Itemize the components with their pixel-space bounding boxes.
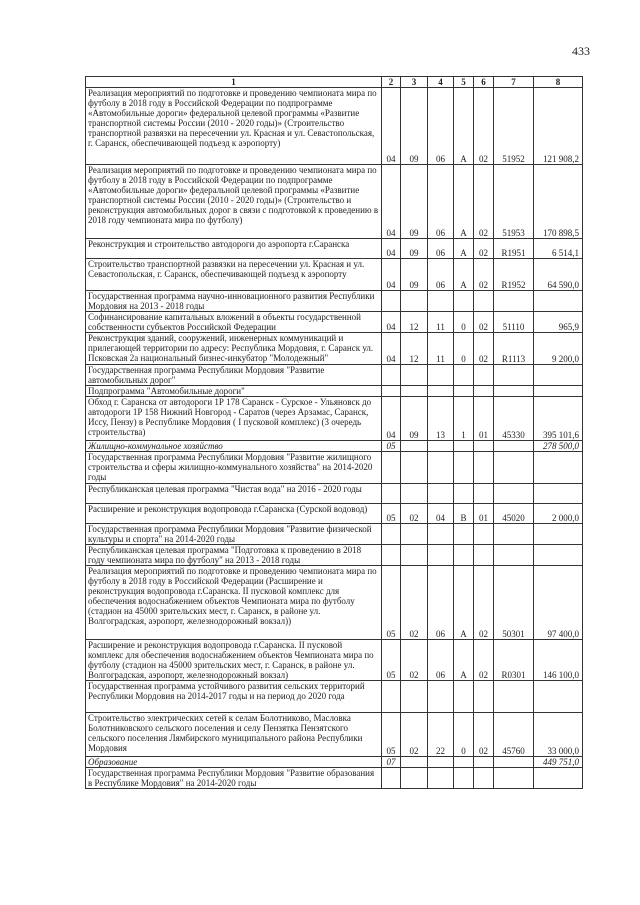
row-code-cell [474,452,494,484]
row-code-cell: 06 [428,239,454,259]
row-code-cell [428,365,454,386]
row-code-cell: 05 [382,441,401,452]
row-code-cell: 06 [428,640,454,681]
row-code-cell [454,524,474,545]
row-code-cell: 45020 [494,504,534,524]
row-code-cell [401,291,428,312]
row-code-cell [494,545,534,566]
row-code-cell: 01 [474,504,494,524]
table-row [86,524,583,545]
row-code-cell: А [454,259,474,291]
row-code-cell: 06 [428,566,454,640]
row-description: Государственная программа Республики Мордовия "Развитие жилищного строительства и сферы жилищно-коммунального хозяйства" на 2014-2020 годы [86,452,382,484]
row-code-cell: 0 [454,312,474,333]
row-code-cell [401,365,428,386]
row-code-cell [401,484,428,504]
row-code-cell [401,757,428,768]
row-description: Подпрограмма "Автомобильные дороги" [86,386,382,397]
row-description: Строительство транспортной развязки на пересечении ул. Красная и ул. Севастопольская, г. Саранск, обеспечивающей подъезд к аэропорту [86,259,382,291]
table-row [86,768,583,789]
row-code-cell: 04 [428,504,454,524]
row-code-cell: 02 [474,239,494,259]
row-code-cell [474,545,494,566]
table-row [86,312,583,333]
row-code-cell: В [454,504,474,524]
row-code-cell [534,291,583,312]
table-row [86,713,583,757]
header-cell: 2 [382,77,401,88]
table-row [86,640,583,681]
row-code-cell [428,768,454,789]
row-code-cell [534,524,583,545]
row-code-cell [428,545,454,566]
row-code-cell: 45760 [494,713,534,757]
row-code-cell [401,452,428,484]
row-code-cell: R1951 [494,239,534,259]
table-row [86,259,583,291]
row-code-cell: 45330 [494,397,534,441]
row-code-cell: 09 [401,165,428,239]
table-row [86,386,583,397]
row-code-cell [474,768,494,789]
row-code-cell: 170 898,5 [534,165,583,239]
row-code-cell [534,681,583,713]
row-code-cell [382,386,401,397]
header-cell: 1 [86,77,382,88]
row-code-cell: 02 [474,312,494,333]
table-row [86,757,583,768]
row-code-cell [428,484,454,504]
row-code-cell: 02 [474,165,494,239]
row-code-cell: 04 [382,312,401,333]
table-row [86,545,583,566]
header-cell: 7 [494,77,534,88]
row-code-cell: 0 [454,333,474,365]
row-code-cell: 04 [382,333,401,365]
row-code-cell [428,386,454,397]
row-code-cell: 02 [474,640,494,681]
row-code-cell [474,681,494,713]
header-cell: 5 [454,77,474,88]
row-code-cell: А [454,88,474,165]
row-description: Республиканская целевая программа "Подготовка к проведению в 2018 году чемпионата мира по футболу" на 2013 - 2018 годы [86,545,382,566]
row-code-cell: 395 101,6 [534,397,583,441]
table-row [86,333,583,365]
budget-table [85,76,583,789]
row-code-cell [382,768,401,789]
row-code-cell [428,524,454,545]
row-description: Обход г. Саранска от автодороги 1Р 178 Саранск - Сурское - Ульяновск до автодороги 1Р 158 Нижний Новгород - Саратов (через Арзамас, Саранск, Иссу, Пензу) в Республике Мордовия ( I пусковой комплекс) (3 очередь строительства) [86,397,382,441]
row-description: Республиканская целевая программа "Чистая вода" на 2016 - 2020 годы [86,484,382,504]
row-code-cell [534,768,583,789]
row-code-cell [534,365,583,386]
row-code-cell: 04 [382,165,401,239]
row-code-cell: 0 [454,713,474,757]
row-code-cell [494,757,534,768]
row-code-cell: 07 [382,757,401,768]
row-code-cell [494,452,534,484]
row-code-cell [382,681,401,713]
row-code-cell: А [454,566,474,640]
row-code-cell [474,524,494,545]
row-code-cell: 11 [428,333,454,365]
row-code-cell: 51952 [494,88,534,165]
row-code-cell: 02 [474,88,494,165]
row-code-cell [401,681,428,713]
row-code-cell [534,386,583,397]
row-code-cell: 05 [382,640,401,681]
table-row [86,291,583,312]
row-code-cell: 51953 [494,165,534,239]
row-description: Расширение и реконструкция водопровода г.Саранска. II пусковой комплекс для обеспечения водоснабжением объектов Чемпионата мира по футболу (стадион на 45000 зрительских мест, г. Саранск, в районе ул. Волгоградская, аэропорт, железнодорожный вокзал) [86,640,382,681]
row-code-cell [494,484,534,504]
row-code-cell: R0301 [494,640,534,681]
row-code-cell: 51110 [494,312,534,333]
row-description: Реконструкция зданий, сооружений, инженерных коммуникаций и прилегающей территории по адресу: Республика Мордовия, г. Саранск ул. Псковская 2а национальный бизнес-инкубатор "Молодежный" [86,333,382,365]
row-code-cell: 97 400,0 [534,566,583,640]
row-code-cell: 6 514,1 [534,239,583,259]
row-description: Реализация мероприятий по подготовке и проведению чемпионата мира по футболу в 2018 году в Российской Федерации по подпрограмме «Автомобильные дороги» федеральной целевой программы «Развитие транспортной системы России (2010 - 2020 годы)» (Строительство и реконструкция автомобильных дорог в связи с подготовкой к проведению в 2018 году чемпионата мира по футболу) [86,165,382,239]
row-description: Государственная программа Республики Мордовия "Развитие образования в Республике Мордовия" на 2014-2020 годы [86,768,382,789]
page-number: 433 [572,44,590,58]
row-code-cell [454,291,474,312]
row-code-cell [494,291,534,312]
row-description: Строительство электрических сетей к селам Болотниково, Масловка Болотниковского сельского поселения и селу Пензятка Пензятского сельского поселения Лямбирского муниципального района Республики Мордовия [86,713,382,757]
row-code-cell [534,484,583,504]
row-code-cell: 06 [428,88,454,165]
row-code-cell: А [454,640,474,681]
row-code-cell [474,757,494,768]
table-row [86,484,583,504]
row-code-cell: А [454,239,474,259]
row-description: Государственная программа Республики Мордовия "Развитие физической культуры и спорта" на 2014-2020 годы [86,524,382,545]
row-code-cell: 09 [401,259,428,291]
row-code-cell: 64 590,0 [534,259,583,291]
row-code-cell [401,386,428,397]
row-description: Государственная программа устойчивого развития сельских территорий Республики Мордовия на 2014-2017 годы и на период до 2020 года [86,681,382,713]
row-code-cell [534,545,583,566]
row-code-cell: 02 [474,333,494,365]
row-code-cell [454,757,474,768]
row-code-cell: 965,9 [534,312,583,333]
row-code-cell [454,452,474,484]
row-code-cell: 02 [401,713,428,757]
row-code-cell: 02 [401,566,428,640]
row-code-cell [454,484,474,504]
row-code-cell: 02 [474,566,494,640]
row-description: Образование [86,757,382,768]
row-code-cell [474,386,494,397]
row-description: Реализация мероприятий по подготовке и проведению чемпионата мира по футболу в 2018 году в Российской Федерации по подпрограмме «Автомобильные дороги» федеральной целевой программы «Развитие транспортной системы России (2010 - 2020 годы)» (Строительство транспортной развязки на пересечении ул. Красная и ул. Севастопольская, г. Саранск, обеспечивающей подъезд к аэропорту) [86,88,382,165]
row-code-cell [401,768,428,789]
row-code-cell [494,441,534,452]
row-code-cell: 121 908,2 [534,88,583,165]
table-row [86,365,583,386]
row-code-cell [428,441,454,452]
row-code-cell [454,386,474,397]
row-description: Жилищно-коммунальное хозяйство [86,441,382,452]
row-code-cell: 05 [382,713,401,757]
row-code-cell [454,365,474,386]
row-code-cell [494,768,534,789]
row-description: Государственная программа научно-инновационного развития Республики Мордовия на 2013 - 2018 годы [86,291,382,312]
row-code-cell [494,524,534,545]
row-code-cell: 11 [428,312,454,333]
header-cell: 4 [428,77,454,88]
row-code-cell: 13 [428,397,454,441]
table-header-row [86,77,583,88]
row-code-cell [382,365,401,386]
row-code-cell: 02 [474,259,494,291]
row-description: Государственная программа Республики Мордовия "Развитие автомобильных дорог" [86,365,382,386]
table-row [86,504,583,524]
row-code-cell [428,291,454,312]
row-code-cell: 278 500,0 [534,441,583,452]
row-code-cell: 2 000,0 [534,504,583,524]
row-code-cell: 1 [454,397,474,441]
row-code-cell: 09 [401,239,428,259]
row-code-cell [474,365,494,386]
row-code-cell [401,524,428,545]
table-row [86,239,583,259]
row-code-cell: R1952 [494,259,534,291]
row-code-cell: 04 [382,259,401,291]
row-code-cell: R1113 [494,333,534,365]
row-code-cell: 02 [401,640,428,681]
row-code-cell [382,452,401,484]
table-row [86,88,583,165]
row-code-cell: 9 200,0 [534,333,583,365]
row-code-cell [428,681,454,713]
row-code-cell [382,524,401,545]
row-description: Реконструкция и строительство автодороги до аэропорта г.Саранска [86,239,382,259]
row-code-cell: 02 [401,504,428,524]
row-code-cell [382,484,401,504]
header-cell: 6 [474,77,494,88]
row-code-cell: 04 [382,397,401,441]
row-description: Реализация мероприятий по подготовке и проведению чемпионата мира по футболу в 2018 году в Российской Федерации (Расширение и реконструкция водопровода г.Саранска. II пусковой комплекс для обеспечения водоснабжением объектов Чемпионата мира по футболу (стадион на 45000 зрительских мест, г. Саранск, в районе ул. Волгоградская, аэропорт, железнодорожный вокзал)) [86,566,382,640]
row-code-cell: 12 [401,333,428,365]
row-code-cell: 04 [382,239,401,259]
row-code-cell: 33 000,0 [534,713,583,757]
row-code-cell [401,441,428,452]
row-code-cell [454,545,474,566]
row-code-cell: 02 [474,713,494,757]
row-code-cell: 06 [428,165,454,239]
header-cell: 8 [534,77,583,88]
table-row [86,165,583,239]
row-code-cell [382,545,401,566]
row-code-cell [494,681,534,713]
row-code-cell: А [454,165,474,239]
row-code-cell [428,757,454,768]
row-code-cell: 449 751,0 [534,757,583,768]
row-description: Расширение и реконструкция водопровода г.Саранска (Сурской водовод) [86,504,382,524]
table-row [86,452,583,484]
row-code-cell [401,545,428,566]
row-code-cell: 05 [382,504,401,524]
row-code-cell [454,768,474,789]
row-code-cell: 146 100,0 [534,640,583,681]
row-description: Софинансирование капитальных вложений в объекты государственной собственности субъектов Российской Федерации [86,312,382,333]
row-code-cell: 22 [428,713,454,757]
table-row [86,397,583,441]
row-code-cell: 12 [401,312,428,333]
row-code-cell [428,452,454,484]
table-row [86,681,583,713]
row-code-cell [474,484,494,504]
row-code-cell: 09 [401,88,428,165]
row-code-cell [494,386,534,397]
row-code-cell: 05 [382,566,401,640]
row-code-cell [494,365,534,386]
row-code-cell: 01 [474,397,494,441]
row-code-cell: 06 [428,259,454,291]
row-code-cell [382,291,401,312]
row-code-cell: 04 [382,88,401,165]
table-row [86,441,583,452]
row-code-cell: 50301 [494,566,534,640]
row-code-cell [534,452,583,484]
table-row [86,566,583,640]
row-code-cell: 09 [401,397,428,441]
row-code-cell [454,681,474,713]
header-cell: 3 [401,77,428,88]
row-code-cell [474,441,494,452]
row-code-cell [474,291,494,312]
row-code-cell [454,441,474,452]
